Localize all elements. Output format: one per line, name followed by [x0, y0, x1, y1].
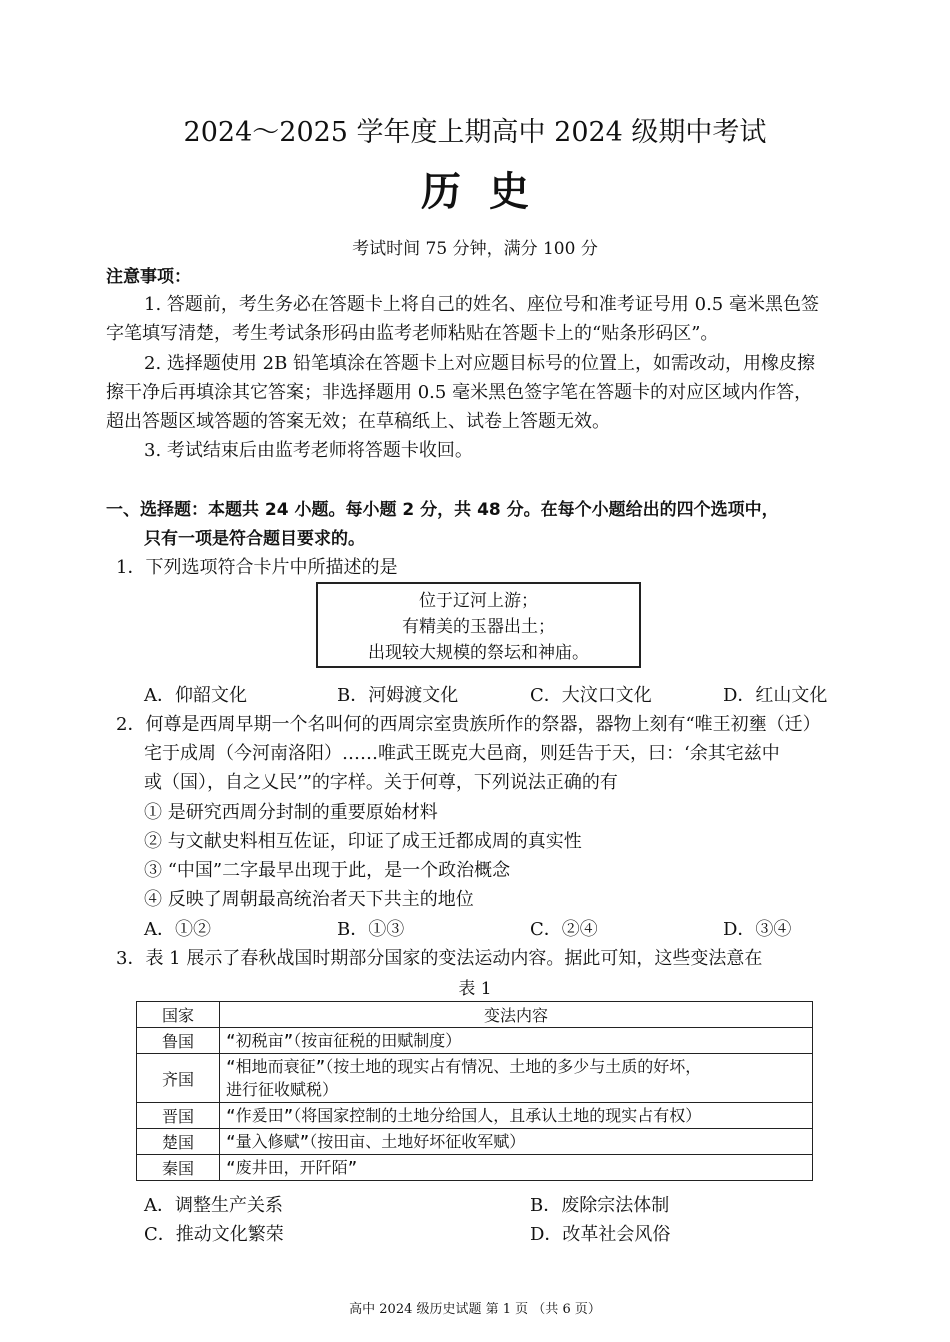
table-row: [137, 1155, 813, 1181]
notice-line: 字笔填写清楚，考生考试条形码由监考老师粘贴在答题卡上的“贴条形码区”。: [106, 323, 719, 344]
subject-title: 历史: [421, 168, 557, 215]
content-line: 进行征收赋税）: [226, 1080, 339, 1099]
card-line: 位于辽河上游；: [419, 591, 538, 611]
question-1-card: [316, 582, 641, 668]
notice-line: 擦干净后再填涂其它答案；非选择题用 0.5 毫米黑色签字笔在答题卡的对应区域内作答，: [106, 382, 813, 403]
content-line: “相地而衰征”（按土地的现实占有情况、土地的多少与土质的好坏，: [226, 1057, 702, 1076]
q2-option-c[interactable]: C．②④: [530, 919, 598, 940]
question-3-stem: 3．表 1 展示了春秋战国时期部分国家的变法运动内容。据此可知，这些变法意在: [116, 948, 763, 969]
question-2-stem: 2．何尊是西周早期一个名叫何的西周宗室贵族所作的祭器，器物上刻有“唯王初壅（迁）: [116, 714, 821, 735]
exam-title: 2024～2025 学年度上期高中 2024 级期中考试: [183, 117, 767, 148]
table-cell-content: [220, 1028, 813, 1054]
notice-line: 3. 考试结束后由监考老师将答题卡收回。: [144, 440, 473, 461]
card-line: 出现较大规模的祭坛和神庙。: [368, 643, 589, 663]
table-cell-state: 晋国: [137, 1103, 220, 1129]
table-cell-state: 楚国: [137, 1129, 220, 1155]
q3-option-b[interactable]: B．废除宗法体制: [530, 1195, 670, 1216]
notice-line: 1. 答题前，考生务必在答题卡上将自己的姓名、座位号和准考证号用 0.5 毫米黑色签: [144, 294, 819, 315]
content-line: “作爰田”（将国家控制的土地分给国人，且承认土地的现实占有权）: [226, 1106, 702, 1125]
notice-line: 超出答题区域答题的答案无效；在草稿纸上、试卷上答题无效。: [106, 411, 610, 432]
q3-option-d[interactable]: D．改革社会风俗: [530, 1224, 671, 1245]
q2-statement: ④ 反映了周朝最高统治者天下共主的地位: [144, 889, 474, 910]
q2-statement: ② 与文献史料相互佐证，印证了成王迁都成周的真实性: [144, 831, 582, 852]
card-line: 有精美的玉器出土；: [402, 617, 555, 637]
content-line: “量入修赋”（按田亩、土地好坏征收军赋）: [226, 1132, 526, 1151]
q1-option-a[interactable]: A．仰韶文化: [144, 685, 247, 706]
table-row: [137, 1028, 813, 1054]
content-line: “初税亩”（按亩征税的田赋制度）: [226, 1031, 462, 1050]
q1-option-d[interactable]: D．红山文化: [723, 685, 828, 706]
table-row: [137, 1054, 813, 1103]
table-cell-content: [220, 1054, 813, 1103]
table-cell-content: [220, 1129, 813, 1155]
table-cell-content: [220, 1155, 813, 1181]
question-1-stem: 1．下列选项符合卡片中所描述的是: [116, 557, 398, 578]
question-2-stem-cont: 或（国），自之乂民’”的字样。关于何尊，下列说法正确的有: [144, 772, 618, 793]
table-cell-state: 秦国: [137, 1155, 220, 1181]
q3-option-a[interactable]: A．调整生产关系: [144, 1195, 283, 1216]
q1-option-b[interactable]: B．河姆渡文化: [337, 685, 459, 706]
notice-heading: 注意事项：: [106, 267, 191, 287]
table-row: [137, 1129, 813, 1155]
question-2-stem-cont: 宅于成周（今河南洛阳）……唯武王既克大邑商，则廷告于天，曰：‘余其宅兹中: [144, 743, 780, 764]
exam-info: 考试时间 75 分钟，满分 100 分: [352, 239, 598, 259]
table-cell-state: 鲁国: [137, 1028, 220, 1054]
content-line: “废井田，开阡陌”: [226, 1158, 358, 1177]
table-row: [137, 1103, 813, 1129]
q2-option-b[interactable]: B．①③: [337, 919, 405, 940]
q2-option-d[interactable]: D．③④: [723, 919, 792, 940]
table-header-row: [137, 1002, 813, 1028]
q2-statement: ① 是研究西周分封制的重要原始材料: [144, 802, 438, 823]
q3-option-c[interactable]: C．推动文化繁荣: [144, 1224, 284, 1245]
reform-table: [136, 1001, 813, 1181]
page-footer: 高中 2024 级历史试题 第 1 页 （共 6 页）: [349, 1302, 601, 1317]
table-header-state: 国家: [137, 1002, 220, 1028]
notice-line: 2. 选择题使用 2B 铅笔填涂在答题卡上对应题目标号的位置上，如需改动，用橡皮擦: [144, 353, 816, 374]
table-header-content: 变法内容: [220, 1002, 813, 1028]
table-caption: 表 1: [458, 979, 492, 999]
table-cell-content: [220, 1103, 813, 1129]
q1-option-c[interactable]: C．大汶口文化: [530, 685, 652, 706]
q2-option-a[interactable]: A．①②: [144, 919, 211, 940]
table-cell-state: 齐国: [137, 1054, 220, 1103]
section-heading-cont: 只有一项是符合题目要求的。: [144, 529, 365, 549]
q2-statement: ③ “中国”二字最早出现于此，是一个政治概念: [144, 860, 511, 881]
section-heading: 一、选择题：本题共 24 小题。每小题 2 分，共 48 分。在每个小题给出的四个选项中，: [106, 500, 779, 520]
